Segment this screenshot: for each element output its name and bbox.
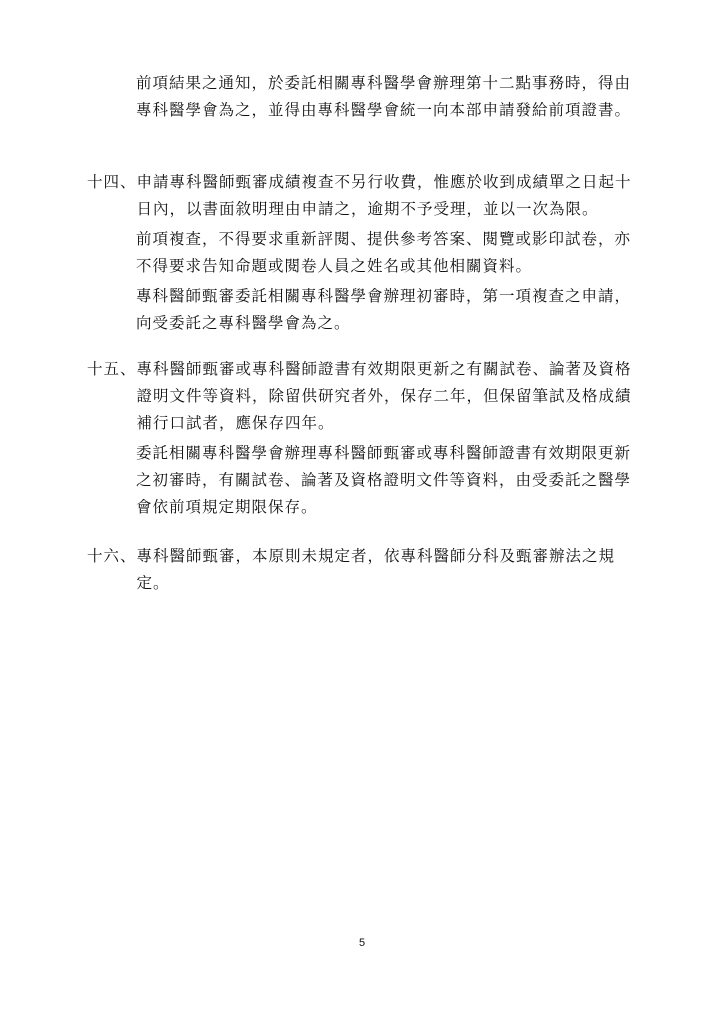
item-14-text: 申請專科醫師甄審成績複查不另行收費，惟應於收到成績單之日起十日內，以書面敘明理由申請之，逾期不予受理，並以一次為限。 <box>136 173 632 218</box>
item-14-number: 十四、 <box>87 173 137 191</box>
item-14-paragraph-2: 前項複查，不得要求重新評閱、提供參考答案、閱覽或影印試卷，亦不得要求告知命題或閱卷人員之姓名或其他相關資料。 <box>136 230 632 275</box>
item-16-number: 十六、 <box>87 547 137 565</box>
item-15 <box>87 356 647 437</box>
item-16-text: 專科醫師甄審，本原則未規定者，依專科醫師分科及甄審辦法之規定。 <box>136 547 616 592</box>
page-number: 5 <box>358 937 366 949</box>
item-14 <box>87 169 647 223</box>
item-16 <box>87 543 647 597</box>
item-15-text: 專科醫師甄審或專科醫師證書有效期限更新之有關試卷、論著及資格證明文件等資料，除留供研究者外，保存二年，但保留筆試及格成績補行口試者，應保存四年。 <box>136 360 632 432</box>
item-14-paragraph-3: 專科醫師甄審委託相關專科醫學會辦理初審時，第一項複查之申請，向受委託之專科醫學會為之。 <box>136 287 632 332</box>
continuation-paragraph: 前項結果之通知，於委託相關專科醫學會辦理第十二點事務時，得由專科醫學會為之，並得由專科醫學會統一向本部申請發給前項證書。 <box>136 74 632 119</box>
item-15-number: 十五、 <box>87 360 137 378</box>
item-15-paragraph-2: 委託相關專科醫學會辦理專科醫師甄審或專科醫師證書有效期限更新之初審時，有關試卷、論著及資格證明文件等資料，由受委託之醫學會依前項規定期限保存。 <box>136 444 632 516</box>
